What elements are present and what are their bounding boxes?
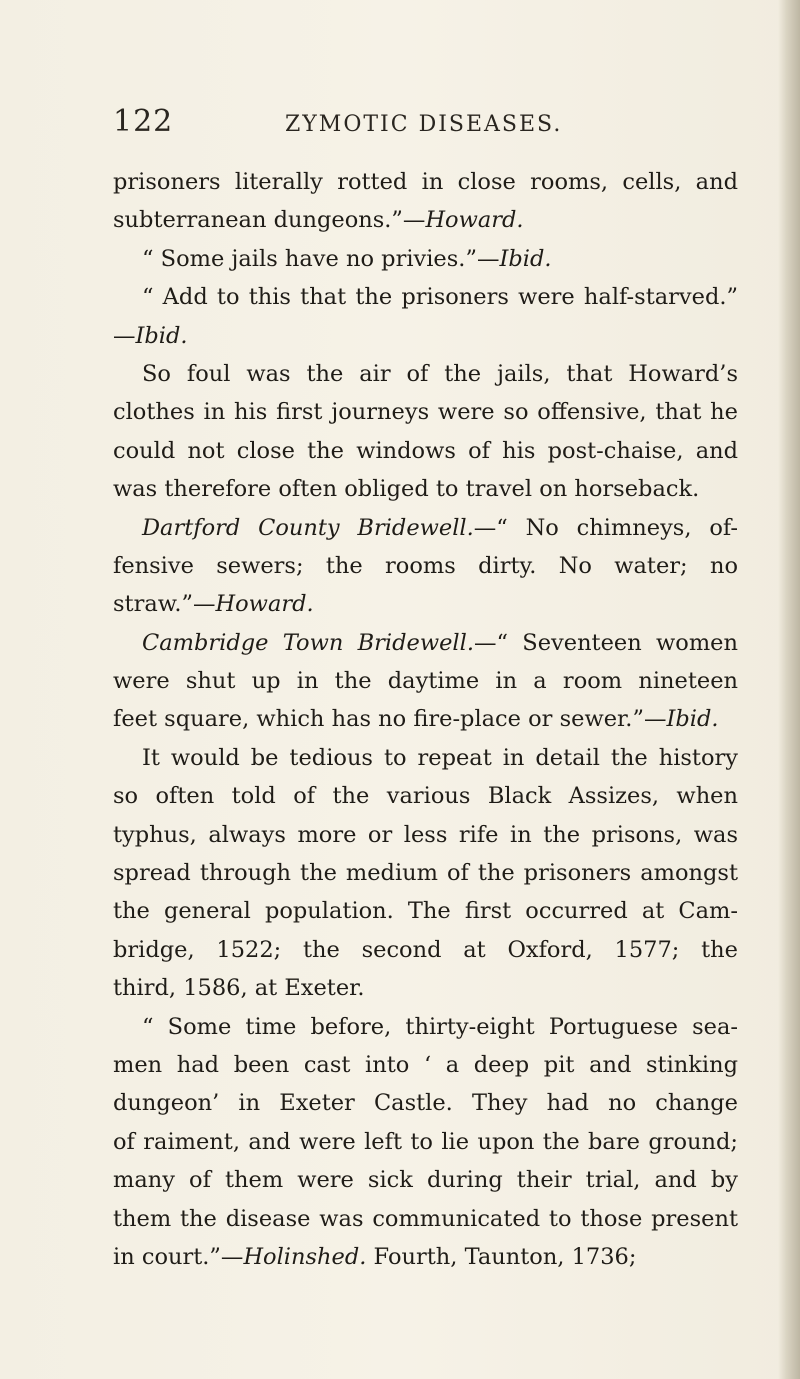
text-line: was therefore often obliged to travel on horseback. — [113, 476, 700, 503]
text-line: men had been cast into ‘ a deep pit and stinking — [113, 1051, 738, 1078]
text-line: Cambridge Town Bridewell.—“ Seventeen women — [142, 629, 738, 656]
text-line: “ Some time before, thirty-eight Portuguese sea- — [142, 1013, 738, 1040]
body-text — [113, 163, 738, 1276]
text-line: many of them were sick during their trial, and by — [113, 1167, 738, 1194]
text-line: Dartford County Bridewell.—“ No chimneys, of- — [142, 514, 738, 541]
text-line: “ Some jails have no privies.”—Ibid. — [142, 245, 552, 272]
text-line: typhus, always more or less rife in the prisons, was — [113, 821, 738, 848]
text-line: of raiment, and were left to lie upon the bare ground; — [113, 1128, 738, 1155]
text-line: in court.”—Holinshed. Fourth, Taunton, 1736; — [113, 1243, 637, 1270]
text-line: So foul was the air of the jails, that Howard’s — [142, 360, 738, 387]
text-line: so often told of the various Black Assizes, when — [113, 783, 738, 810]
text-line: fensive sewers; the rooms dirty. No water; no — [113, 552, 738, 579]
text-line: feet square, which has no fire-place or sewer.”—Ibid. — [113, 706, 719, 733]
text-line: It would be tedious to repeat in detail the history — [142, 744, 738, 771]
text-line: subterranean dungeons.”—Howard. — [113, 207, 524, 234]
running-head: ZYMOTIC DISEASES. — [285, 112, 563, 137]
text-line: them the disease was communicated to those present — [113, 1205, 738, 1232]
page-header — [113, 104, 733, 144]
text-line: clothes in his first journeys were so offensive, that he — [113, 399, 738, 426]
text-line: spread through the medium of the prisoners amongst — [113, 860, 738, 887]
text-line: the general population. The first occurred at Cam- — [113, 898, 738, 925]
text-line: “ Add to this that the prisoners were half-starved.” — [142, 284, 738, 311]
text-line: were shut up in the daytime in a room nineteen — [113, 668, 738, 695]
text-line: could not close the windows of his post-chaise, and — [113, 437, 738, 464]
page-edge-shadow — [778, 0, 800, 1379]
text-line: bridge, 1522; the second at Oxford, 1577; the — [113, 936, 738, 963]
text-line: —Ibid. — [113, 322, 188, 349]
page-number: 122 — [113, 104, 174, 139]
text-line: prisoners literally rotted in close rooms, cells, and — [113, 169, 738, 195]
text-line: third, 1586, at Exeter. — [113, 975, 365, 1002]
text-line: dungeon’ in Exeter Castle. They had no change — [113, 1090, 738, 1117]
text-line: straw.”—Howard. — [113, 591, 314, 618]
